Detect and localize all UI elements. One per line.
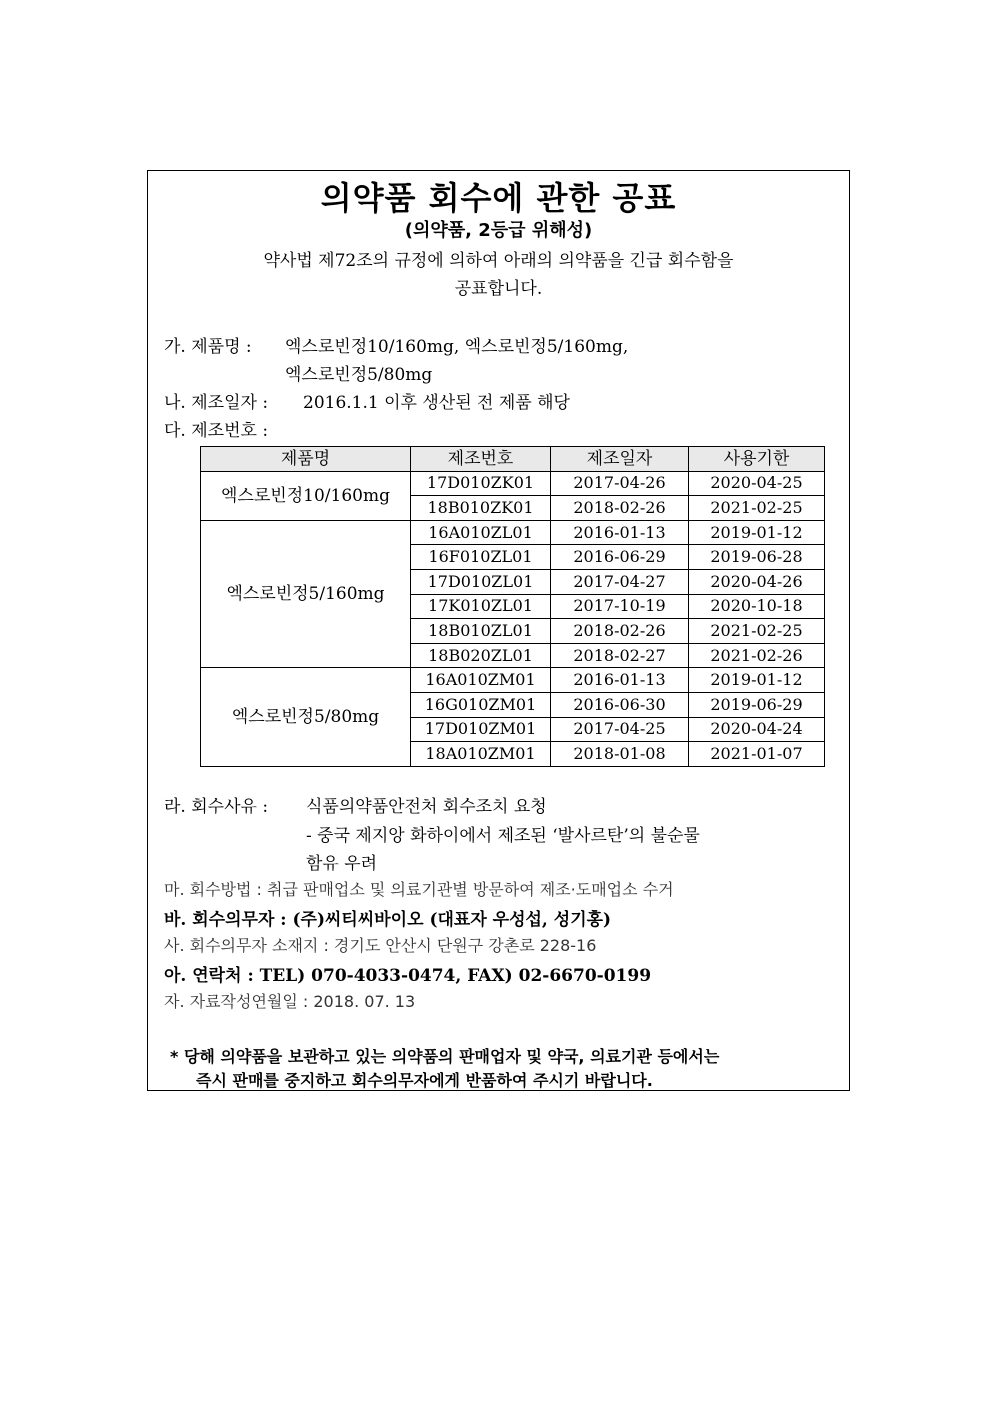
item-na-value: 2016.1.1 이후 생산된 전 제품 해당 bbox=[303, 393, 570, 413]
item-ra-label: 라. 회수사유 : bbox=[164, 797, 269, 817]
item-ra-value-1: 식품의약품안전처 회수조치 요청 bbox=[306, 797, 547, 817]
mfg-date-cell: 2017-04-25 bbox=[551, 717, 689, 742]
table-row bbox=[201, 520, 825, 545]
lot-cell: 17D010ZM01 bbox=[411, 717, 551, 742]
expiry-cell: 2020-04-24 bbox=[689, 717, 825, 742]
expiry-cell: 2020-10-18 bbox=[689, 594, 825, 619]
item-ga-label: 가. 제품명 : bbox=[164, 337, 252, 357]
mfg-date-cell: 2018-01-08 bbox=[551, 742, 689, 767]
lot-cell: 18A010ZM01 bbox=[411, 742, 551, 767]
header-lot: 제조번호 bbox=[411, 447, 551, 472]
item-ga-value-1: 엑스로빈정10/160mg, 엑스로빈정5/160mg, bbox=[285, 337, 629, 357]
header-mfg-date: 제조일자 bbox=[551, 447, 689, 472]
mfg-date-cell: 2017-04-26 bbox=[551, 471, 689, 496]
mfg-date-cell: 2016-06-30 bbox=[551, 692, 689, 717]
header-product: 제품명 bbox=[201, 447, 411, 472]
mfg-date-cell: 2018-02-26 bbox=[551, 619, 689, 644]
mfg-date-cell: 2016-01-13 bbox=[551, 520, 689, 545]
product-cell: 엑스로빈정5/160mg bbox=[201, 520, 411, 668]
note-line-2: 즉시 판매를 중지하고 회수의무자에게 반품하여 주시기 바랍니다. bbox=[196, 1071, 653, 1090]
intro-line-1: 약사법 제72조의 규정에 의하여 아래의 의약품을 긴급 회수함을 bbox=[263, 251, 734, 271]
expiry-cell: 2021-02-25 bbox=[689, 619, 825, 644]
notice-frame bbox=[147, 170, 850, 1091]
mfg-date-cell: 2017-04-27 bbox=[551, 569, 689, 594]
item-na-label: 나. 제조일자 : bbox=[164, 393, 269, 413]
lot-cell: 17D010ZK01 bbox=[411, 471, 551, 496]
mfg-date-cell: 2016-06-29 bbox=[551, 545, 689, 570]
item-ja: 자. 자료작성연월일 : 2018. 07. 13 bbox=[164, 992, 416, 1011]
lot-cell: 17K010ZL01 bbox=[411, 594, 551, 619]
intro-line-2: 공표합니다. bbox=[454, 279, 543, 299]
lot-cell: 16F010ZL01 bbox=[411, 545, 551, 570]
header-expiry: 사용기한 bbox=[689, 447, 825, 472]
lot-cell: 16A010ZM01 bbox=[411, 668, 551, 693]
mfg-date-cell: 2017-10-19 bbox=[551, 594, 689, 619]
expiry-cell: 2019-01-12 bbox=[689, 668, 825, 693]
page-subtitle: (의약품, 2등급 위해성) bbox=[404, 220, 593, 241]
table-header-row bbox=[201, 447, 825, 472]
lot-cell: 18B010ZK01 bbox=[411, 496, 551, 521]
item-ra-value-3: 함유 우려 bbox=[306, 854, 378, 874]
item-ma: 마. 회수방법 : 취급 판매업소 및 의료기관별 방문하여 제조·도매업소 수거 bbox=[164, 880, 674, 899]
product-cell: 엑스로빈정10/160mg bbox=[201, 471, 411, 520]
note-line-1: * 당해 의약품을 보관하고 있는 의약품의 판매업자 및 약국, 의료기관 등에서는 bbox=[170, 1047, 720, 1066]
lot-cell: 18B010ZL01 bbox=[411, 619, 551, 644]
expiry-cell: 2019-06-28 bbox=[689, 545, 825, 570]
page-title: 의약품 회수에 관한 공표 bbox=[320, 179, 677, 217]
item-da-label: 다. 제조번호 : bbox=[164, 421, 269, 441]
item-ra-value-2: - 중국 제지앙 화하이에서 제조된 ‘발사르탄’의 불순물 bbox=[306, 826, 700, 846]
lot-cell: 16A010ZL01 bbox=[411, 520, 551, 545]
table-row bbox=[201, 471, 825, 496]
expiry-cell: 2021-01-07 bbox=[689, 742, 825, 767]
lot-cell: 18B020ZL01 bbox=[411, 643, 551, 668]
mfg-date-cell: 2016-01-13 bbox=[551, 668, 689, 693]
notice-footnote bbox=[170, 1045, 841, 1093]
item-a: 아. 연락처 : TEL) 070-4033-0474, FAX) 02-6670-0199 bbox=[164, 966, 652, 986]
expiry-cell: 2021-02-26 bbox=[689, 643, 825, 668]
expiry-cell: 2020-04-25 bbox=[689, 471, 825, 496]
lot-cell: 16G010ZM01 bbox=[411, 692, 551, 717]
table-row bbox=[201, 668, 825, 693]
item-sa: 사. 회수의무자 소재지 : 경기도 안산시 단원구 강촌로 228-16 bbox=[164, 936, 597, 955]
mfg-date-cell: 2018-02-26 bbox=[551, 496, 689, 521]
lot-table bbox=[200, 446, 825, 767]
expiry-cell: 2020-04-26 bbox=[689, 569, 825, 594]
expiry-cell: 2019-01-12 bbox=[689, 520, 825, 545]
product-cell: 엑스로빈정5/80mg bbox=[201, 668, 411, 766]
intro-text bbox=[188, 247, 809, 303]
expiry-cell: 2021-02-25 bbox=[689, 496, 825, 521]
mfg-date-cell: 2018-02-27 bbox=[551, 643, 689, 668]
lot-cell: 17D010ZL01 bbox=[411, 569, 551, 594]
item-ga-value-2: 엑스로빈정5/80mg bbox=[285, 365, 433, 385]
item-ba: 바. 회수의무자 : (주)씨티씨바이오 (대표자 우성섭, 성기홍) bbox=[164, 910, 612, 930]
expiry-cell: 2019-06-29 bbox=[689, 692, 825, 717]
